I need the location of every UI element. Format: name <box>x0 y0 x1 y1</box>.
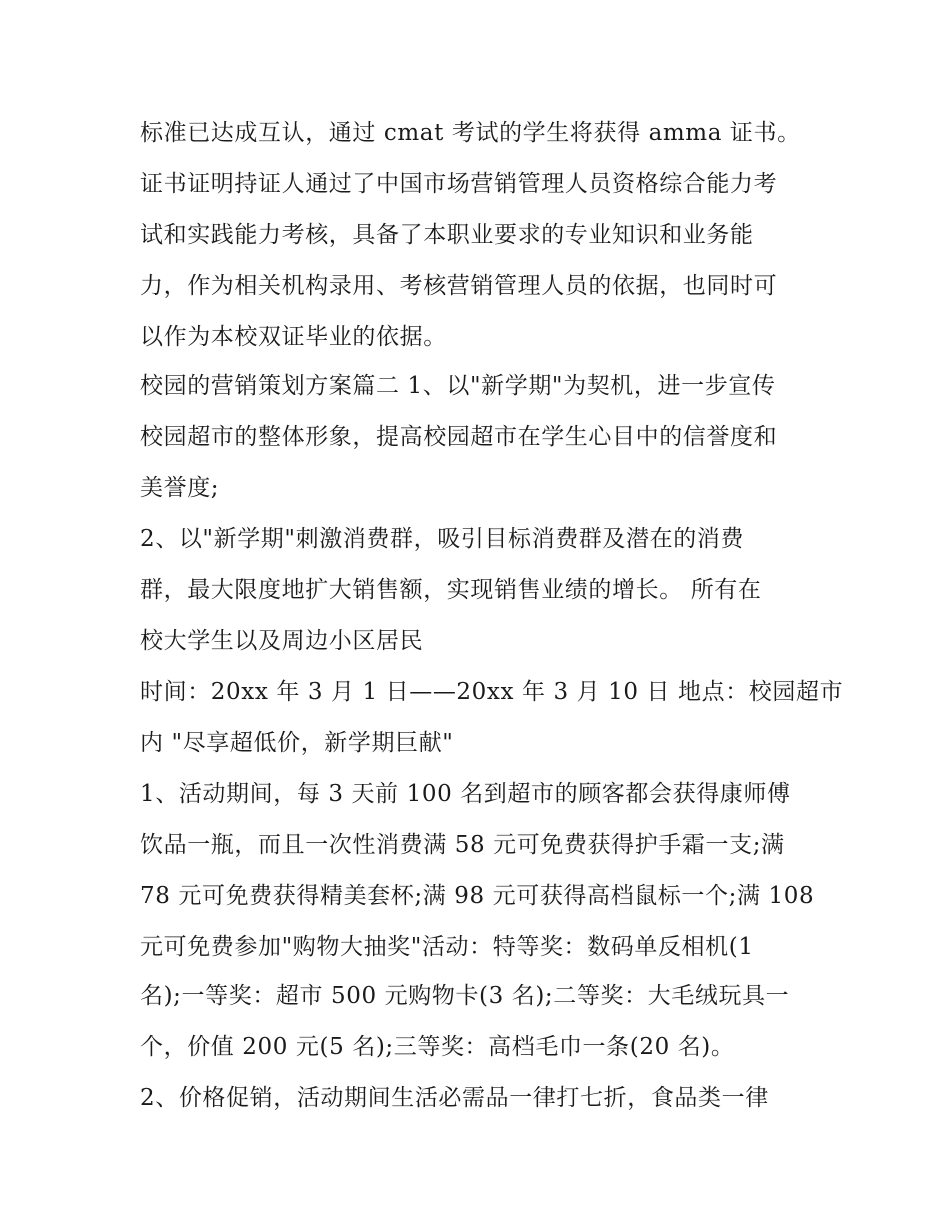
text-line: 校园的营销策划方案篇二 1、以"新学期"为契机，进一步宣传 <box>140 373 776 399</box>
text-line: 1、活动期间，每 3 天前 100 名到超市的顾客都会获得康师傅 <box>140 781 791 807</box>
text-line: 饮品一瓶，而且一次性消费满 58 元可免费获得护手霜一支;满 <box>140 832 785 858</box>
text-line: 2、价格促销，活动期间生活必需品一律打七折，食品类一律 <box>140 1085 769 1111</box>
text-line: 标准已达成互认，通过 cmat 考试的学生将获得 amma 证书。 <box>140 120 801 146</box>
text-line: 名);一等奖：超市 500 元购物卡(3 名);二等奖：大毛绒玩具一 <box>140 983 790 1009</box>
text-line: 美誉度; <box>140 475 220 501</box>
text-line: 元可免费参加"购物大抽奖"活动：特等奖：数码单反相机(1 <box>140 934 754 960</box>
text-line: 时间：20xx 年 3 月 1 日——20xx 年 3 月 10 日 地点：校园超市 <box>140 679 844 705</box>
text-line: 78 元可免费获得精美套杯;满 98 元可获得高档鼠标一个;满 108 <box>140 883 815 909</box>
text-line: 证书证明持证人通过了中国市场营销管理人员资格综合能力考 <box>140 171 778 197</box>
text-line: 力，作为相关机构录用、考核营销管理人员的依据，也同时可 <box>140 273 778 299</box>
text-line: 内 "尽享超低价，新学期巨献" <box>140 730 454 756</box>
text-line: 试和实践能力考核，具备了本职业要求的专业知识和业务能 <box>140 222 754 248</box>
text-line: 校园超市的整体形象，提高校园超市在学生心目中的信誉度和 <box>140 424 778 450</box>
text-line: 个，价值 200 元(5 名);三等奖：高档毛巾一条(20 名)。 <box>140 1034 735 1060</box>
text-line: 2、以"新学期"刺激消费群，吸引目标消费群及潜在的消费 <box>140 526 744 552</box>
text-line: 群，最大限度地扩大销售额，实现销售业绩的增长。 所有在 <box>140 577 762 603</box>
text-line: 以作为本校双证毕业的依据。 <box>140 324 447 350</box>
text-line: 校大学生以及周边小区居民 <box>140 628 424 654</box>
